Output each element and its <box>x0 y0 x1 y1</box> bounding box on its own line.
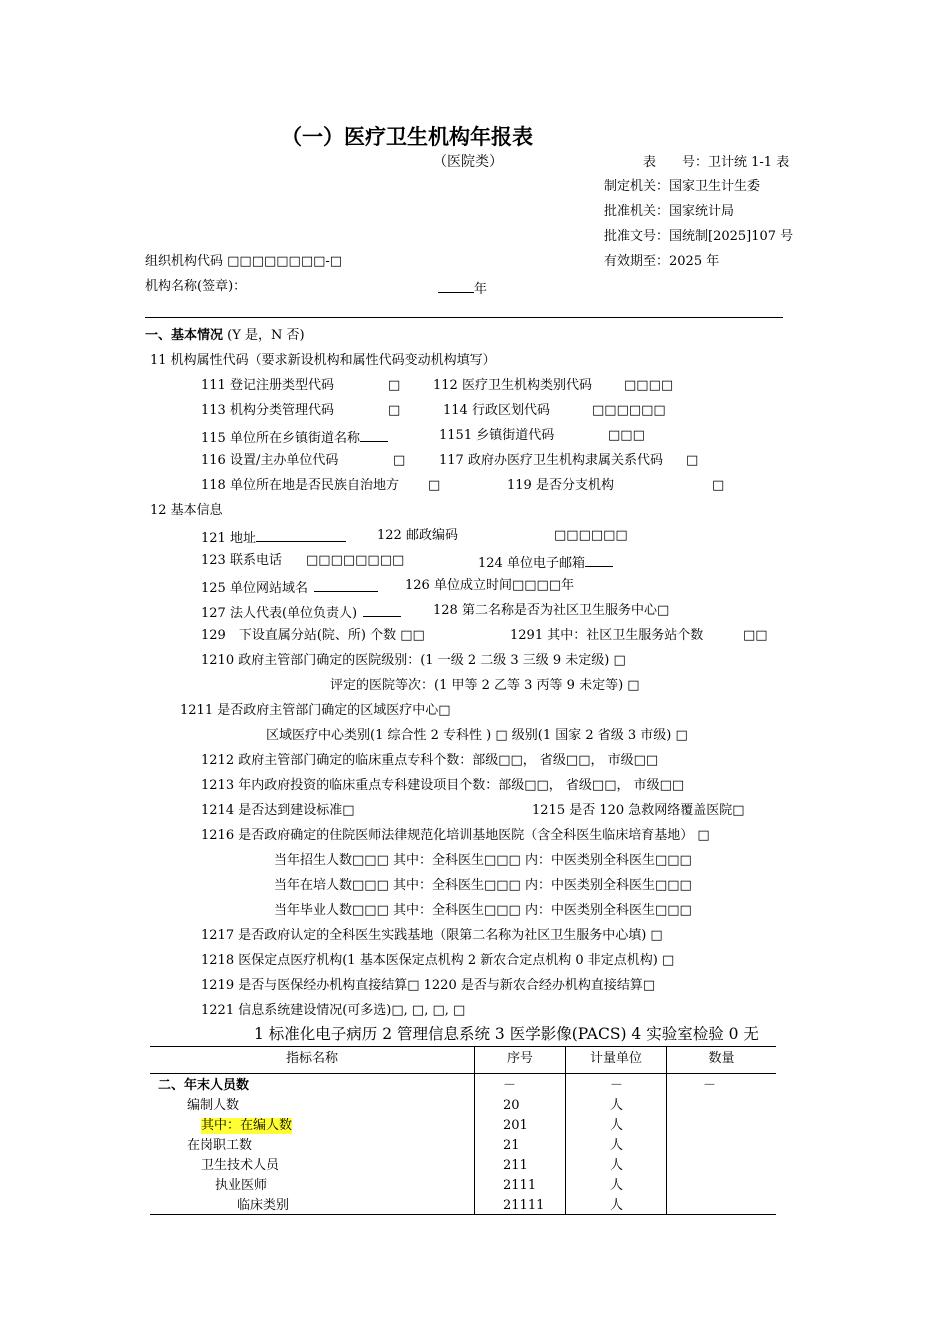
field-1216-training[interactable]: 当年在培人数□□□ 其中：全科医生□□□ 内：中医类别全科医生□□□ <box>274 878 692 893</box>
field-1216-enrolled[interactable]: 当年招生人数□□□ 其中：全科医生□□□ 内：中医类别全科医生□□□ <box>274 853 692 868</box>
section-basic-info-title: 一、基本情况 (Y 是，N 否) <box>145 328 305 343</box>
field-119-input[interactable]: □ <box>712 478 725 493</box>
field-123-label: 123 联系电话 <box>201 553 282 568</box>
table-row-name: 编制人数 <box>187 1098 240 1113</box>
field-1221[interactable]: 1221 信息系统建设情况(可多选)□, □, □, □ <box>201 1003 466 1018</box>
column-header-unit: 计量单位 <box>589 1051 642 1066</box>
group-11-label: 11 机构属性代码（要求新设机构和属性代码变动机构填写） <box>150 353 496 368</box>
field-128[interactable]: 128 第二名称是否为社区卫生服务中心□ <box>433 603 670 618</box>
field-121[interactable]: 121 地址 <box>201 528 346 547</box>
field-126[interactable]: 126 单位成立时间□□□□年 <box>405 578 575 593</box>
field-117-label: 117 政府办医疗卫生机构隶属关系代码 <box>439 453 663 468</box>
table-row-unit: 人 <box>610 1178 624 1193</box>
table-row-unit: 人 <box>610 1198 624 1213</box>
meta-approver: 批准机关：国家统计局 <box>604 204 735 219</box>
table-row-unit: 人 <box>610 1098 624 1113</box>
field-1151-label: 1151 乡镇街道代码 <box>439 428 555 443</box>
field-127[interactable]: 127 法人代表(单位负责人) <box>201 603 401 622</box>
meta-issuer: 制定机关：国家卫生计生委 <box>604 179 761 194</box>
column-header-seq: 序号 <box>506 1051 533 1066</box>
table-row-name: 在岗职工数 <box>187 1138 253 1153</box>
table-row-seq: 201 <box>503 1118 528 1133</box>
field-1211-category[interactable]: 区域医疗中心类别(1 综合性 2 专科性 ) □ 级别(1 国家 2 省级 3 市级) □ <box>266 728 688 743</box>
field-1217[interactable]: 1217 是否政府认定的全科医生实践基地（限第二名称为社区卫生服务中心填) □ <box>201 928 663 943</box>
meta-form-number: 表 号：卫计统 1-1 表 <box>643 155 790 170</box>
org-name-label: 机构名称(签章)： <box>145 279 247 294</box>
field-124[interactable]: 124 单位电子邮箱 <box>478 553 613 572</box>
field-112-input[interactable]: □□□□ <box>624 378 674 393</box>
field-1219-1220[interactable]: 1219 是否与医保经办机构直接结算□ 1220 是否与新农合经办机构直接结算□ <box>201 978 656 993</box>
field-122-input[interactable]: □□□□□□ <box>554 528 628 543</box>
field-1214[interactable]: 1214 是否达到建设标准□ <box>201 803 355 818</box>
page-title: （一）医疗卫生机构年报表 <box>281 125 533 149</box>
meta-approval-doc: 批准文号：国统制[2025]107 号 <box>604 229 794 244</box>
table-row-unit: － <box>610 1078 624 1093</box>
field-119-label: 119 是否分支机构 <box>507 478 614 493</box>
table-row-name-highlighted: 其中：在编人数 <box>201 1118 293 1133</box>
field-112-label: 112 医疗卫生机构类别代码 <box>433 378 592 393</box>
table-row-seq: 21 <box>503 1138 520 1153</box>
table-row-seq: 2111 <box>503 1178 537 1193</box>
table-row-qty[interactable]: － <box>703 1078 717 1093</box>
field-111-input[interactable]: □ <box>388 378 401 393</box>
field-1216[interactable]: 1216 是否政府确定的住院医师法律规范化培训基地医院（含全科医生临床培育基地） □ <box>201 828 710 843</box>
table-row-name: 临床类别 <box>237 1198 290 1213</box>
year-field[interactable]: 年 <box>438 279 487 298</box>
group-12-label: 12 基本信息 <box>150 503 223 518</box>
field-1215[interactable]: 1215 是否 120 急救网络覆盖医院□ <box>532 803 745 818</box>
field-1210-rating[interactable]: 评定的医院等次：(1 甲等 2 乙等 3 丙等 9 未定等) □ <box>330 678 640 693</box>
field-1218[interactable]: 1218 医保定点医疗机构(1 基本医保定点机构 2 新农合定点机构 0 非定点机构) □ <box>201 953 675 968</box>
field-115[interactable]: 115 单位所在乡镇街道名称 <box>201 428 388 447</box>
table-row-unit: 人 <box>610 1138 624 1153</box>
table-row-unit: 人 <box>610 1158 624 1173</box>
field-1151-input[interactable]: □□□ <box>608 428 645 443</box>
column-header-name: 指标名称 <box>285 1051 338 1066</box>
field-117-input[interactable]: □ <box>686 453 699 468</box>
column-header-qty: 数量 <box>708 1051 735 1066</box>
page-subtitle: （医院类） <box>433 154 503 170</box>
field-1213[interactable]: 1213 年内政府投资的临床重点专科建设项目个数：部级□□， 省级□□， 市级□□ <box>201 778 685 793</box>
field-114-input[interactable]: □□□□□□ <box>592 403 666 418</box>
table-row-seq: 211 <box>503 1158 528 1173</box>
field-111-label: 111 登记注册类型代码 <box>201 378 334 393</box>
table-row-name: 卫生技术人员 <box>201 1158 280 1173</box>
field-125[interactable]: 125 单位网站域名 <box>201 578 378 597</box>
field-114-label: 114 行政区划代码 <box>443 403 550 418</box>
table-row-seq: － <box>503 1078 517 1093</box>
field-118-label: 118 单位所在地是否民族自治地方 <box>201 478 399 493</box>
field-118-input[interactable]: □ <box>428 478 441 493</box>
table-row-name: 二、年末人员数 <box>158 1078 250 1093</box>
field-116-label: 116 设置/主办单位代码 <box>201 453 339 468</box>
field-113-input[interactable]: □ <box>388 403 401 418</box>
table-row-seq: 20 <box>503 1098 520 1113</box>
header-divider <box>145 317 783 318</box>
field-123-input[interactable]: □□□□□□□□ <box>306 553 405 568</box>
table-row-unit: 人 <box>610 1118 624 1133</box>
org-code-field[interactable]: 组织机构代码 □□□□□□□□-□ <box>145 254 343 269</box>
field-113-label: 113 机构分类管理代码 <box>201 403 334 418</box>
field-129[interactable]: 129 下设直属分站(院、所) 个数 □□ <box>201 628 425 643</box>
table-row-name: 执业医师 <box>215 1178 268 1193</box>
field-1210[interactable]: 1210 政府主管部门确定的医院级别：(1 一级 2 二级 3 三级 9 未定级) □ <box>201 653 626 668</box>
meta-valid-until: 有效期至：2025 年 <box>604 254 720 269</box>
field-1221-options: 1 标准化电子病历 2 管理信息系统 3 医学影像(PACS) 4 实验室检验 0 无 <box>254 1025 759 1043</box>
field-122-label: 122 邮政编码 <box>377 528 458 543</box>
table-row-seq: 21111 <box>503 1198 545 1213</box>
field-116-input[interactable]: □ <box>393 453 406 468</box>
field-1291-input[interactable]: □□ <box>743 628 768 643</box>
field-1212[interactable]: 1212 政府主管部门确定的临床重点专科个数：部级□□， 省级□□， 市级□□ <box>201 753 659 768</box>
field-1211[interactable]: 1211 是否政府主管部门确定的区域医疗中心□ <box>180 703 451 718</box>
field-1216-graduated[interactable]: 当年毕业人数□□□ 其中：全科医生□□□ 内：中医类别全科医生□□□ <box>274 903 692 918</box>
field-1291-label: 1291 其中：社区卫生服务站个数 <box>510 628 704 643</box>
